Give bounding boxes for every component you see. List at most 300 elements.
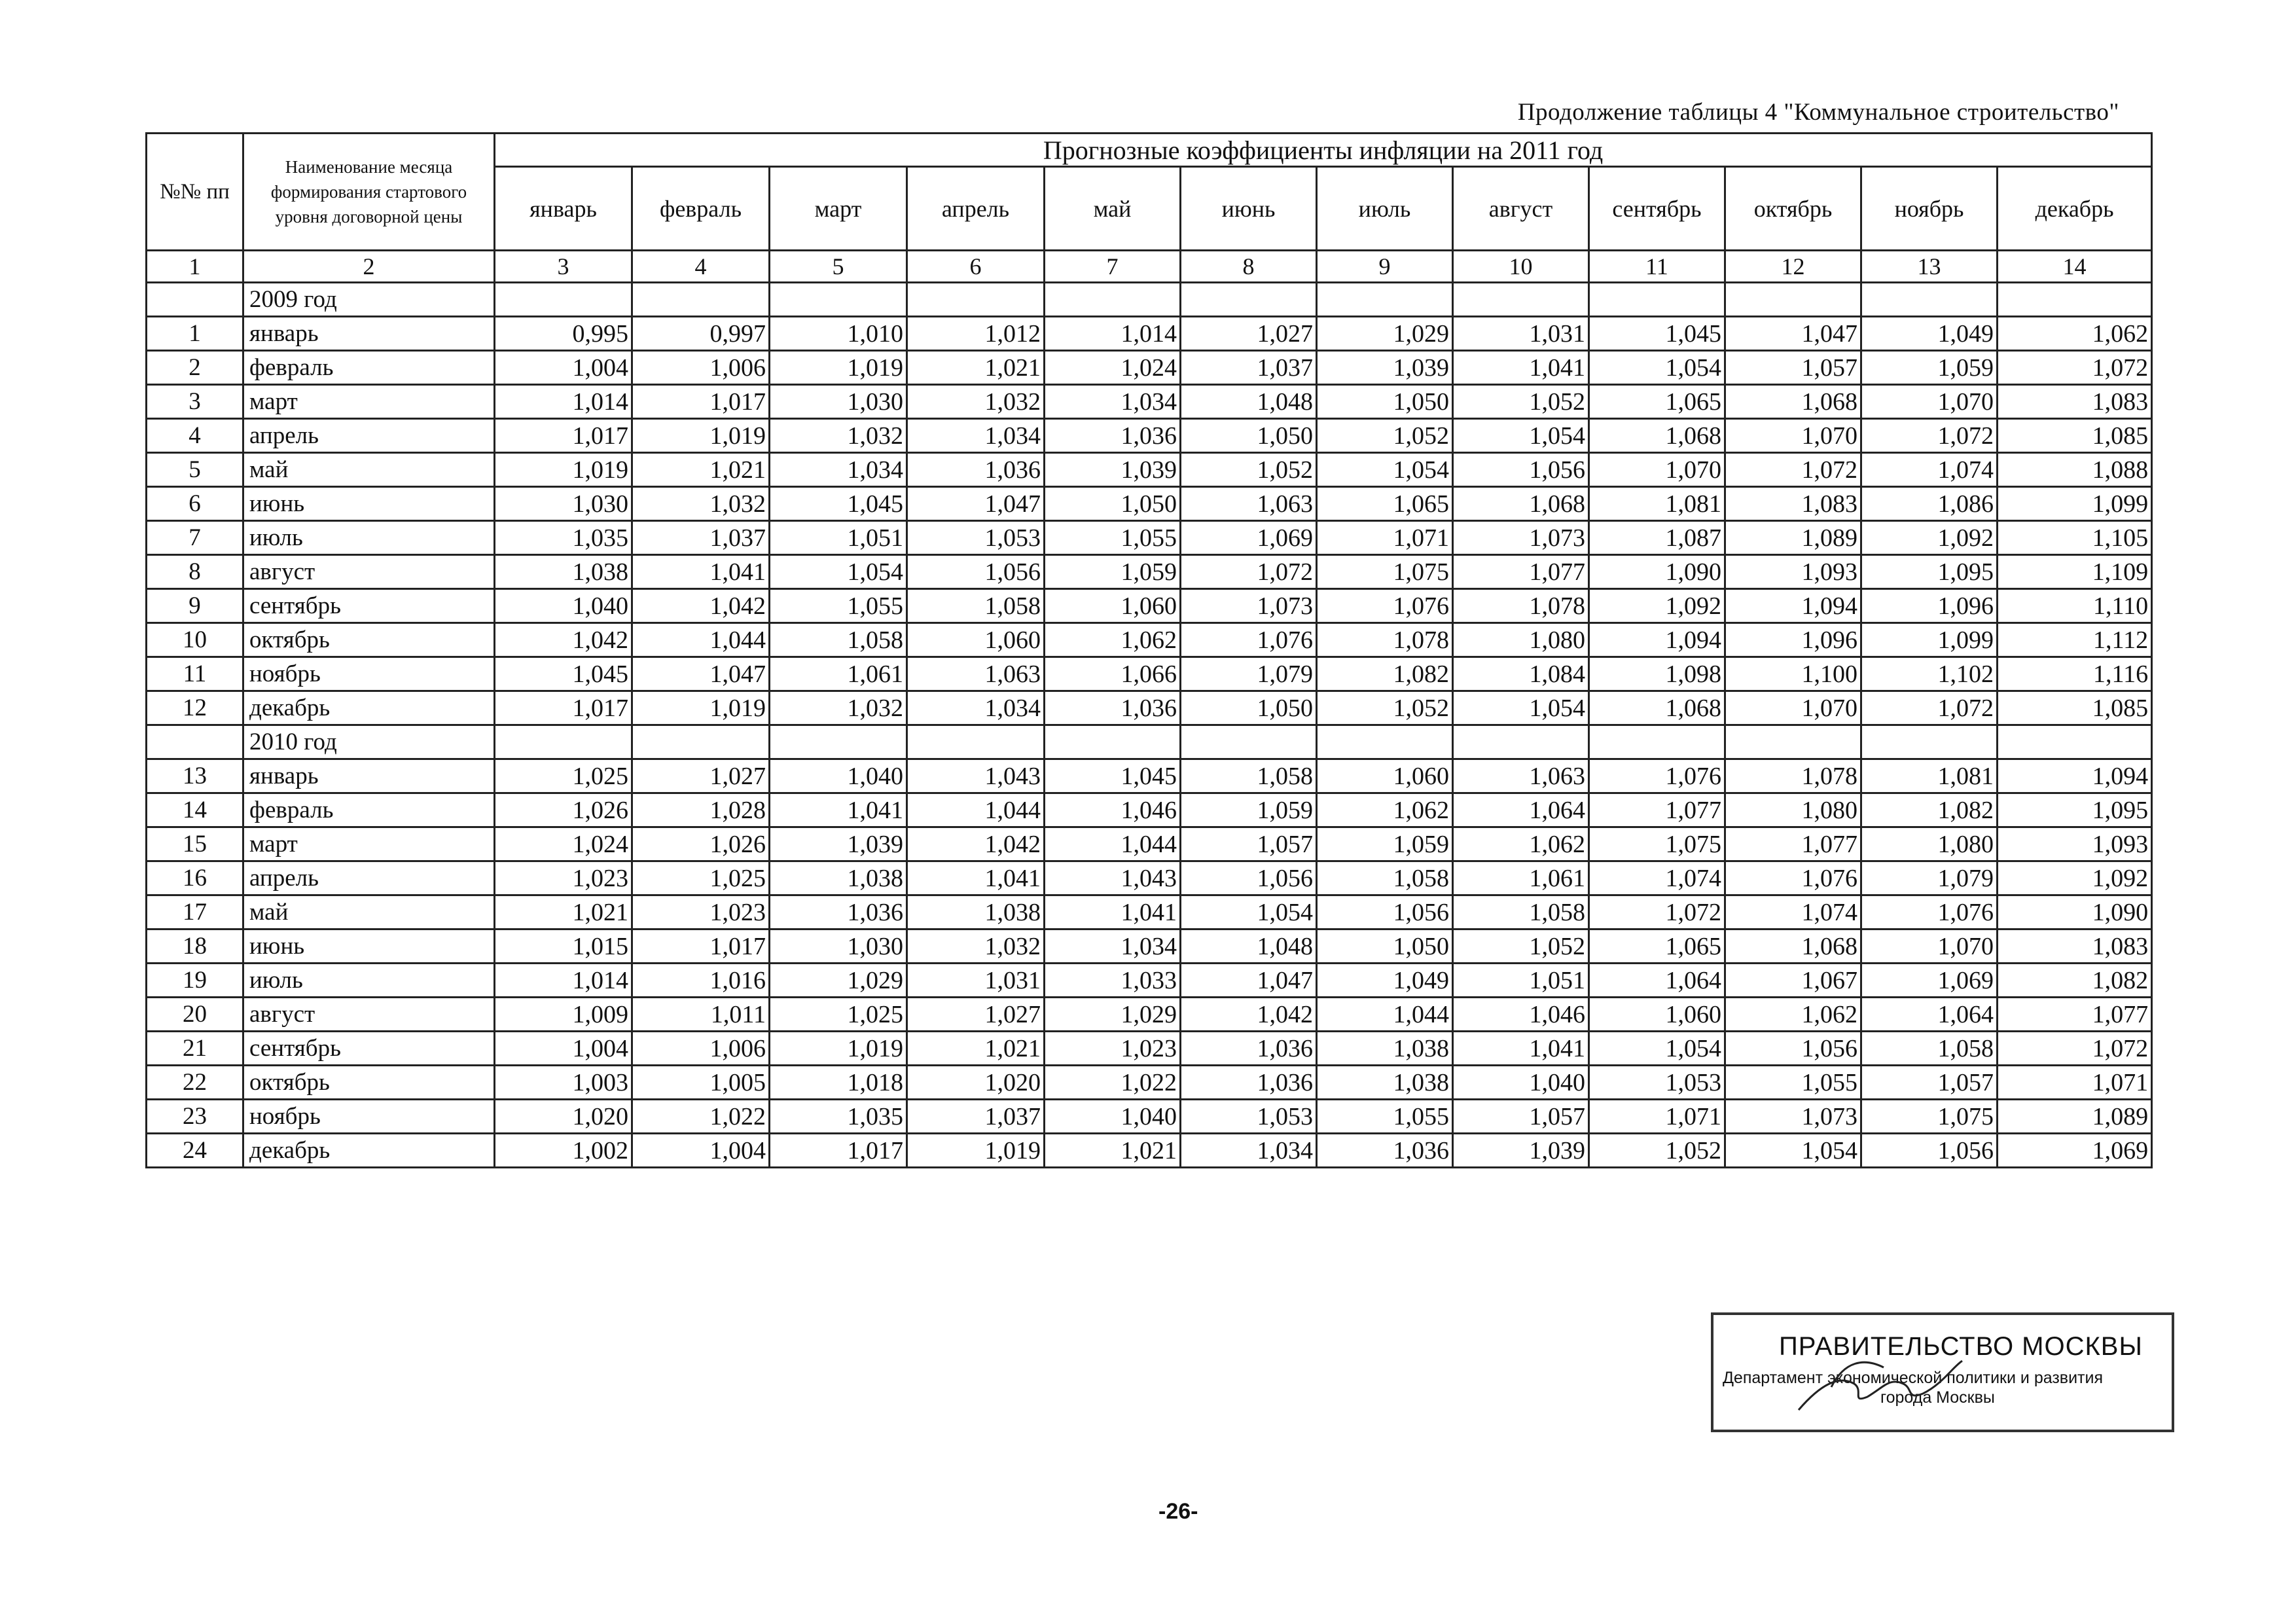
coefficient-cell: 1,003 <box>495 1066 632 1100</box>
column-number: 6 <box>907 251 1045 283</box>
coefficient-cell: 1,062 <box>1998 317 2152 351</box>
coefficient-cell: 1,052 <box>1589 1134 1725 1168</box>
coefficient-cell: 1,083 <box>1998 385 2152 419</box>
coefficient-cell: 1,059 <box>1317 827 1453 861</box>
empty-cell <box>1045 283 1181 317</box>
coefficient-cell: 1,032 <box>770 691 907 725</box>
column-number: 8 <box>1181 251 1317 283</box>
coefficient-cell: 1,044 <box>1317 998 1453 1032</box>
coefficient-cell: 1,053 <box>1589 1066 1725 1100</box>
coefficient-cell: 1,029 <box>1045 998 1181 1032</box>
row-month-name: март <box>243 385 495 419</box>
header-month-5: май <box>1045 167 1181 251</box>
coefficient-cell: 1,050 <box>1317 929 1453 964</box>
coefficient-cell: 1,068 <box>1589 419 1725 453</box>
coefficient-cell: 1,069 <box>1998 1134 2152 1168</box>
coefficient-cell: 1,054 <box>1181 895 1317 929</box>
coefficient-cell: 1,074 <box>1725 895 1861 929</box>
coefficient-cell: 1,042 <box>907 827 1045 861</box>
coefficient-cell: 1,012 <box>907 317 1045 351</box>
row-month-name: июль <box>243 964 495 998</box>
year-row <box>147 725 2152 759</box>
coefficient-cell: 1,042 <box>632 589 770 623</box>
coefficient-cell: 1,109 <box>1998 555 2152 589</box>
table-row <box>147 623 2152 657</box>
coefficient-cell: 1,044 <box>907 793 1045 827</box>
table-row <box>147 555 2152 589</box>
coefficient-cell: 1,079 <box>1181 657 1317 691</box>
table-row <box>147 351 2152 385</box>
coefficient-cell: 1,031 <box>907 964 1045 998</box>
coefficient-cell: 1,069 <box>1181 521 1317 555</box>
coefficient-cell: 1,095 <box>1998 793 2152 827</box>
coefficient-cell: 1,023 <box>495 861 632 895</box>
coefficient-cell: 1,056 <box>1861 1134 1998 1168</box>
coefficient-cell: 1,025 <box>770 998 907 1032</box>
coefficient-cell: 1,024 <box>495 827 632 861</box>
coefficient-cell: 1,060 <box>1045 589 1181 623</box>
coefficient-cell: 1,059 <box>1861 351 1998 385</box>
row-month-name: февраль <box>243 351 495 385</box>
coefficient-cell: 1,077 <box>1998 998 2152 1032</box>
row-month-name: январь <box>243 759 495 793</box>
table-row <box>147 998 2152 1032</box>
coefficient-cell: 1,036 <box>1045 691 1181 725</box>
empty-cell <box>1045 725 1181 759</box>
coefficient-cell: 1,025 <box>495 759 632 793</box>
coefficient-cell: 1,083 <box>1998 929 2152 964</box>
coefficient-cell: 1,050 <box>1045 487 1181 521</box>
coefficient-cell: 1,040 <box>1045 1100 1181 1134</box>
coefficient-cell: 1,030 <box>770 929 907 964</box>
coefficient-cell: 1,058 <box>1453 895 1589 929</box>
coefficient-cell: 1,027 <box>1181 317 1317 351</box>
coefficient-cell: 1,096 <box>1725 623 1861 657</box>
table-row <box>147 657 2152 691</box>
official-stamp <box>1711 1312 2174 1432</box>
coefficient-cell: 1,010 <box>770 317 907 351</box>
coefficient-cell: 1,074 <box>1861 453 1998 487</box>
coefficient-cell: 1,080 <box>1861 827 1998 861</box>
coefficient-cell: 1,057 <box>1181 827 1317 861</box>
coefficient-cell: 1,019 <box>770 1032 907 1066</box>
column-number: 5 <box>770 251 907 283</box>
coefficient-cell: 1,094 <box>1589 623 1725 657</box>
coefficient-cell: 1,004 <box>632 1134 770 1168</box>
coefficient-cell: 1,073 <box>1181 589 1317 623</box>
table-row <box>147 1066 2152 1100</box>
row-number: 20 <box>147 998 243 1032</box>
coefficient-cell: 1,076 <box>1317 589 1453 623</box>
coefficient-cell: 1,019 <box>495 453 632 487</box>
empty-cell <box>495 283 632 317</box>
table-row <box>147 964 2152 998</box>
coefficient-cell: 1,027 <box>907 998 1045 1032</box>
coefficient-cell: 1,105 <box>1998 521 2152 555</box>
table-row <box>147 453 2152 487</box>
header-month-8: август <box>1453 167 1589 251</box>
coefficient-cell: 1,078 <box>1317 623 1453 657</box>
coefficient-cell: 1,049 <box>1861 317 1998 351</box>
header-month-4: апрель <box>907 167 1045 251</box>
row-number: 9 <box>147 589 243 623</box>
coefficient-cell: 1,026 <box>632 827 770 861</box>
row-number: 4 <box>147 419 243 453</box>
coefficient-cell: 1,072 <box>1725 453 1861 487</box>
coefficient-cell: 1,086 <box>1861 487 1998 521</box>
empty-cell <box>770 725 907 759</box>
column-number: 10 <box>1453 251 1589 283</box>
coefficient-cell: 1,051 <box>1453 964 1589 998</box>
coefficient-cell: 1,075 <box>1861 1100 1998 1134</box>
coefficient-cell: 1,054 <box>1453 691 1589 725</box>
column-number: 14 <box>1998 251 2152 283</box>
coefficient-cell: 1,062 <box>1453 827 1589 861</box>
coefficient-cell: 1,021 <box>907 351 1045 385</box>
coefficient-cell: 1,006 <box>632 1032 770 1066</box>
empty-cell <box>770 283 907 317</box>
coefficient-cell: 1,048 <box>1181 385 1317 419</box>
row-month-name: сентябрь <box>243 589 495 623</box>
coefficient-cell: 1,050 <box>1181 691 1317 725</box>
coefficient-cell: 1,070 <box>1725 691 1861 725</box>
empty-cell <box>147 283 243 317</box>
coefficient-cell: 1,042 <box>495 623 632 657</box>
coefficient-cell: 1,036 <box>1181 1032 1317 1066</box>
coefficient-cell: 1,054 <box>1589 1032 1725 1066</box>
header-month-7: июль <box>1317 167 1453 251</box>
coefficient-cell: 1,032 <box>770 419 907 453</box>
coefficient-cell: 1,019 <box>632 691 770 725</box>
coefficient-cell: 1,068 <box>1453 487 1589 521</box>
coefficient-cell: 1,082 <box>1317 657 1453 691</box>
table-row <box>147 419 2152 453</box>
empty-cell <box>1861 725 1998 759</box>
header-month-1: январь <box>495 167 632 251</box>
coefficient-cell: 1,055 <box>1317 1100 1453 1134</box>
coefficient-cell: 1,040 <box>1453 1066 1589 1100</box>
column-number: 4 <box>632 251 770 283</box>
row-number: 2 <box>147 351 243 385</box>
coefficient-cell: 1,072 <box>1998 351 2152 385</box>
empty-cell <box>1317 283 1453 317</box>
coefficient-cell: 1,039 <box>1045 453 1181 487</box>
column-number: 2 <box>243 251 495 283</box>
header-group: Прогнозные коэффициенты инфляции на 2011 год <box>495 134 2152 167</box>
row-month-name: июнь <box>243 487 495 521</box>
row-number: 17 <box>147 895 243 929</box>
coefficient-cell: 1,056 <box>1453 453 1589 487</box>
coefficient-cell: 1,014 <box>495 385 632 419</box>
coefficient-cell: 1,039 <box>770 827 907 861</box>
row-number: 5 <box>147 453 243 487</box>
coefficient-cell: 1,067 <box>1725 964 1861 998</box>
coefficient-cell: 1,038 <box>907 895 1045 929</box>
coefficient-cell: 1,027 <box>632 759 770 793</box>
coefficient-cell: 1,082 <box>1998 964 2152 998</box>
coefficient-cell: 1,053 <box>1181 1100 1317 1134</box>
coefficient-cell: 1,032 <box>907 385 1045 419</box>
coefficient-cell: 1,054 <box>1725 1134 1861 1168</box>
column-number: 3 <box>495 251 632 283</box>
coefficient-cell: 1,021 <box>907 1032 1045 1066</box>
coefficient-cell: 1,076 <box>1589 759 1725 793</box>
coefficient-cell: 1,054 <box>1589 351 1725 385</box>
coefficient-cell: 1,099 <box>1861 623 1998 657</box>
row-month-name: декабрь <box>243 691 495 725</box>
coefficient-cell: 1,041 <box>907 861 1045 895</box>
coefficient-cell: 1,050 <box>1317 385 1453 419</box>
row-month-name: май <box>243 895 495 929</box>
table-row <box>147 487 2152 521</box>
coefficient-cell: 1,038 <box>1317 1032 1453 1066</box>
coefficient-cell: 1,089 <box>1998 1100 2152 1134</box>
coefficient-cell: 1,073 <box>1453 521 1589 555</box>
row-month-name: апрель <box>243 419 495 453</box>
coefficient-cell: 1,009 <box>495 998 632 1032</box>
coefficient-cell: 1,034 <box>770 453 907 487</box>
coefficient-cell: 1,094 <box>1998 759 2152 793</box>
coefficient-cell: 1,038 <box>1317 1066 1453 1100</box>
coefficient-cell: 1,065 <box>1589 929 1725 964</box>
coefficient-cell: 1,054 <box>1317 453 1453 487</box>
empty-cell <box>1998 283 2152 317</box>
coefficient-cell: 1,094 <box>1725 589 1861 623</box>
coefficient-cell: 1,076 <box>1181 623 1317 657</box>
coefficient-cell: 1,052 <box>1317 691 1453 725</box>
header-no: №№ пп <box>147 134 243 251</box>
row-number: 10 <box>147 623 243 657</box>
column-numbers-row <box>147 251 2152 283</box>
coefficient-cell: 1,058 <box>1861 1032 1998 1066</box>
coefficient-cell: 1,041 <box>1045 895 1181 929</box>
coefficient-cell: 1,065 <box>1589 385 1725 419</box>
coefficient-cell: 1,035 <box>495 521 632 555</box>
coefficient-cell: 1,028 <box>632 793 770 827</box>
coefficient-cell: 1,052 <box>1453 929 1589 964</box>
row-month-name: ноябрь <box>243 1100 495 1134</box>
header-month-6: июнь <box>1181 167 1317 251</box>
table-row <box>147 691 2152 725</box>
header-month-11: ноябрь <box>1861 167 1998 251</box>
coefficient-cell: 1,037 <box>907 1100 1045 1134</box>
coefficient-cell: 1,044 <box>1045 827 1181 861</box>
coefficient-cell: 1,054 <box>770 555 907 589</box>
empty-cell <box>1725 283 1861 317</box>
coefficient-cell: 1,030 <box>770 385 907 419</box>
coefficient-cell: 0,995 <box>495 317 632 351</box>
row-number: 24 <box>147 1134 243 1168</box>
table-row <box>147 929 2152 964</box>
coefficient-cell: 1,072 <box>1861 419 1998 453</box>
coefficient-cell: 1,057 <box>1861 1066 1998 1100</box>
coefficient-cell: 1,019 <box>907 1134 1045 1168</box>
coefficient-cell: 1,081 <box>1861 759 1998 793</box>
coefficient-cell: 1,060 <box>907 623 1045 657</box>
column-number: 13 <box>1861 251 1998 283</box>
coefficient-cell: 1,036 <box>770 895 907 929</box>
table-caption: Продолжение таблицы 4 "Коммунальное строительство" <box>1517 99 2119 126</box>
header-month-2: февраль <box>632 167 770 251</box>
coefficient-cell: 1,081 <box>1589 487 1725 521</box>
coefficient-cell: 1,023 <box>632 895 770 929</box>
row-number: 7 <box>147 521 243 555</box>
coefficient-cell: 1,062 <box>1045 623 1181 657</box>
coefficient-cell: 1,090 <box>1589 555 1725 589</box>
coefficient-cell: 1,041 <box>1453 351 1589 385</box>
coefficient-cell: 1,071 <box>1589 1100 1725 1134</box>
coefficient-cell: 1,090 <box>1998 895 2152 929</box>
coefficient-cell: 1,024 <box>1045 351 1181 385</box>
empty-cell <box>1589 725 1725 759</box>
row-month-name: июль <box>243 521 495 555</box>
empty-cell <box>147 725 243 759</box>
coefficient-cell: 1,049 <box>1317 964 1453 998</box>
coefficient-cell: 1,017 <box>632 385 770 419</box>
coefficient-cell: 1,066 <box>1045 657 1181 691</box>
coefficient-cell: 1,058 <box>770 623 907 657</box>
coefficient-cell: 1,046 <box>1453 998 1589 1032</box>
coefficient-cell: 1,112 <box>1998 623 2152 657</box>
coefficient-cell: 1,093 <box>1998 827 2152 861</box>
coefficient-cell: 1,061 <box>770 657 907 691</box>
coefficient-cell: 1,072 <box>1861 691 1998 725</box>
coefficient-cell: 1,051 <box>770 521 907 555</box>
table-row <box>147 521 2152 555</box>
coefficient-cell: 1,011 <box>632 998 770 1032</box>
column-number: 9 <box>1317 251 1453 283</box>
coefficient-cell: 1,017 <box>495 419 632 453</box>
coefficient-cell: 1,014 <box>1045 317 1181 351</box>
coefficient-cell: 1,065 <box>1317 487 1453 521</box>
coefficient-cell: 1,043 <box>1045 861 1181 895</box>
coefficient-cell: 1,074 <box>1589 861 1725 895</box>
coefficient-cell: 1,040 <box>770 759 907 793</box>
coefficient-cell: 1,096 <box>1861 589 1998 623</box>
coefficient-cell: 1,073 <box>1725 1100 1861 1134</box>
table-row <box>147 759 2152 793</box>
header-month-10: октябрь <box>1725 167 1861 251</box>
row-month-name: январь <box>243 317 495 351</box>
coefficient-cell: 1,047 <box>632 657 770 691</box>
coefficient-cell: 1,055 <box>1725 1066 1861 1100</box>
coefficient-cell: 1,102 <box>1861 657 1998 691</box>
row-month-name: июнь <box>243 929 495 964</box>
header-month-12: декабрь <box>1998 167 2152 251</box>
coefficient-cell: 1,058 <box>1317 861 1453 895</box>
coefficient-cell: 1,025 <box>632 861 770 895</box>
coefficient-cell: 1,052 <box>1317 419 1453 453</box>
coefficient-cell: 1,029 <box>770 964 907 998</box>
coefficient-cell: 1,056 <box>1725 1032 1861 1066</box>
row-month-name: май <box>243 453 495 487</box>
row-number: 15 <box>147 827 243 861</box>
empty-cell <box>1453 725 1589 759</box>
coefficient-cell: 1,036 <box>1045 419 1181 453</box>
coefficient-cell: 1,077 <box>1453 555 1589 589</box>
coefficient-cell: 1,032 <box>632 487 770 521</box>
coefficient-cell: 1,034 <box>1045 929 1181 964</box>
row-month-name: сентябрь <box>243 1032 495 1066</box>
coefficient-cell: 1,068 <box>1725 385 1861 419</box>
table-row <box>147 793 2152 827</box>
empty-cell <box>1998 725 2152 759</box>
column-number: 12 <box>1725 251 1861 283</box>
coefficient-cell: 1,061 <box>1453 861 1589 895</box>
row-month-name: декабрь <box>243 1134 495 1168</box>
page-number: -26- <box>1158 1499 1198 1524</box>
row-number: 13 <box>147 759 243 793</box>
coefficient-cell: 1,034 <box>907 419 1045 453</box>
coefficient-cell: 1,060 <box>1317 759 1453 793</box>
row-number: 21 <box>147 1032 243 1066</box>
row-number: 6 <box>147 487 243 521</box>
coefficient-cell: 1,004 <box>495 1032 632 1066</box>
stamp-line-2: Департамент экономической политики и развития <box>1723 1369 2104 1387</box>
empty-cell <box>632 725 770 759</box>
table-row <box>147 861 2152 895</box>
coefficient-cell: 1,070 <box>1861 929 1998 964</box>
row-number: 11 <box>147 657 243 691</box>
coefficient-cell: 1,038 <box>770 861 907 895</box>
empty-cell <box>1861 283 1998 317</box>
coefficient-cell: 1,037 <box>632 521 770 555</box>
year-row <box>147 283 2152 317</box>
coefficient-cell: 1,042 <box>1181 998 1317 1032</box>
empty-cell <box>1181 283 1317 317</box>
coefficient-cell: 1,070 <box>1725 419 1861 453</box>
row-number: 16 <box>147 861 243 895</box>
coefficient-cell: 1,080 <box>1725 793 1861 827</box>
coefficient-cell: 1,099 <box>1998 487 2152 521</box>
coefficient-cell: 1,045 <box>1045 759 1181 793</box>
column-number: 11 <box>1589 251 1725 283</box>
column-number: 1 <box>147 251 243 283</box>
coefficient-cell: 1,076 <box>1725 861 1861 895</box>
row-month-name: апрель <box>243 861 495 895</box>
coefficient-cell: 1,100 <box>1725 657 1861 691</box>
row-month-name: октябрь <box>243 623 495 657</box>
empty-cell <box>1453 283 1589 317</box>
table-row <box>147 385 2152 419</box>
coefficient-cell: 1,110 <box>1998 589 2152 623</box>
coefficient-cell: 1,020 <box>495 1100 632 1134</box>
coefficient-cell: 1,054 <box>1453 419 1589 453</box>
coefficient-cell: 1,057 <box>1725 351 1861 385</box>
coefficient-cell: 1,056 <box>1317 895 1453 929</box>
row-number: 1 <box>147 317 243 351</box>
row-number: 3 <box>147 385 243 419</box>
empty-cell <box>1181 725 1317 759</box>
coefficient-cell: 1,023 <box>1045 1032 1181 1066</box>
inflation-table <box>145 132 2153 1168</box>
coefficient-cell: 0,997 <box>632 317 770 351</box>
coefficient-cell: 1,006 <box>632 351 770 385</box>
coefficient-cell: 1,002 <box>495 1134 632 1168</box>
coefficient-cell: 1,093 <box>1725 555 1861 589</box>
coefficient-cell: 1,089 <box>1725 521 1861 555</box>
coefficient-cell: 1,018 <box>770 1066 907 1100</box>
coefficient-cell: 1,045 <box>495 657 632 691</box>
coefficient-cell: 1,035 <box>770 1100 907 1134</box>
column-number: 7 <box>1045 251 1181 283</box>
header-month-9: сентябрь <box>1589 167 1725 251</box>
row-number: 18 <box>147 929 243 964</box>
coefficient-cell: 1,059 <box>1181 793 1317 827</box>
coefficient-cell: 1,047 <box>907 487 1045 521</box>
coefficient-cell: 1,092 <box>1998 861 2152 895</box>
coefficient-cell: 1,072 <box>1181 555 1317 589</box>
